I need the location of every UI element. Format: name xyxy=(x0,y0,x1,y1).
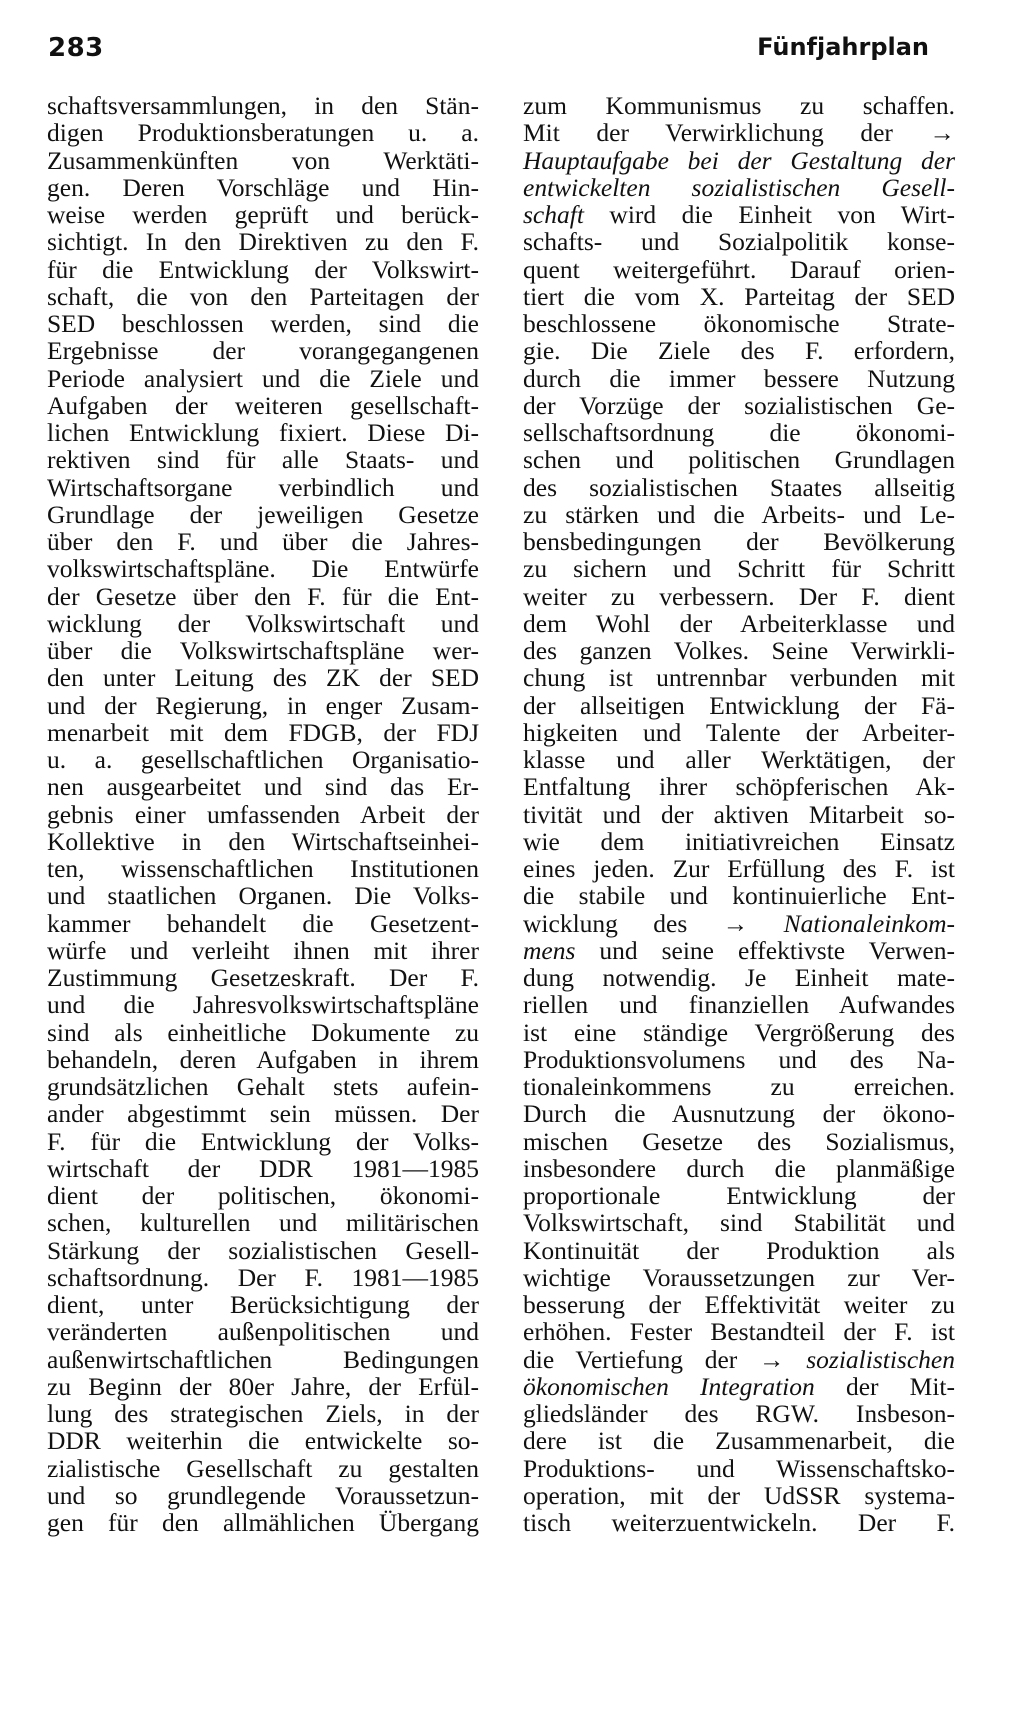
text-line: insbesondere durch die planmäßige xyxy=(523,1153,955,1183)
text-line: zialistische Gesellschaft zu gestalten xyxy=(47,1453,479,1483)
text-line: der Gesetze über den F. für die Ent- xyxy=(47,581,479,611)
text-line: Entfaltung ihrer schöpferischen Ak- xyxy=(523,772,955,802)
text-line: wicklung der Volkswirtschaft und xyxy=(47,608,479,638)
text-line: F. für die Entwicklung der Volks- xyxy=(47,1126,479,1156)
text-line: Kontinuität der Produktion als xyxy=(523,1235,955,1265)
text-line: sichtigt. In den Direktiven zu den F. xyxy=(47,227,479,257)
text-line: des ganzen Volkes. Seine Verwirkli- xyxy=(523,636,955,665)
text-line: Hauptaufgabe bei der Gestaltung der xyxy=(523,145,955,175)
text-line: Ergebnisse der vorangegangenen xyxy=(47,336,479,366)
text-line: klasse und aller Werktätigen, der xyxy=(523,745,955,774)
text-line: gen. Deren Vorschläge und Hin- xyxy=(47,172,479,202)
text-column-left xyxy=(47,92,479,1536)
text-line: eines jeden. Zur Erfüllung des F. ist xyxy=(523,854,955,883)
text-line: Periode analysiert und die Ziele und xyxy=(47,363,479,393)
text-line: Kollektive in den Wirtschaftseinhei- xyxy=(47,826,479,856)
text-line: Durch die Ausnutzung der ökono- xyxy=(523,1099,955,1129)
text-line: Grundlage der jeweiligen Gesetze xyxy=(47,499,479,529)
text-line: dere ist die Zusammenarbeit, die xyxy=(523,1426,955,1456)
text-line: dem Wohl der Arbeiterklasse und xyxy=(523,608,955,638)
text-line: würfe und verleiht ihnen mit ihrer xyxy=(47,935,479,965)
text-line: über den F. und über die Jahres- xyxy=(47,527,479,556)
text-line: digen Produktionsberatungen u. a. xyxy=(47,118,479,148)
text-line: sellschaftsordnung die ökonomi- xyxy=(523,418,955,447)
text-column-right xyxy=(523,92,955,1536)
text-line: dient, unter Berücksichtigung der xyxy=(47,1290,479,1319)
text-line: Produktions- und Wissenschaftsko- xyxy=(523,1453,955,1483)
text-line: die Vertiefung der → sozialistischen xyxy=(523,1344,955,1374)
text-line: riellen und finanziellen Aufwandes xyxy=(523,990,955,1020)
text-line: ökonomischen Integration der Mit- xyxy=(523,1371,955,1401)
text-line: gie. Die Ziele des F. erfordern, xyxy=(523,336,955,366)
text-line: DDR weiterhin die entwickelte so- xyxy=(47,1426,479,1456)
text-line: Produktionsvolumens und des Na- xyxy=(523,1044,955,1074)
text-line: schafts- und Sozialpolitik konse- xyxy=(523,227,955,257)
text-line: SED beschlossen werden, sind die xyxy=(47,309,479,338)
text-line: wicklung des → Nationaleinkom- xyxy=(523,908,955,938)
text-line: schaftsversammlungen, in den Stän- xyxy=(47,91,479,120)
text-line: lichen Entwicklung fixiert. Diese Di- xyxy=(47,418,479,447)
text-line: chung ist untrennbar verbunden mit xyxy=(523,663,955,693)
text-line: der allseitigen Entwicklung der Fä- xyxy=(523,690,955,720)
text-line: veränderten außenpolitischen und xyxy=(47,1317,479,1347)
text-line: volkswirtschaftspläne. Die Entwürfe xyxy=(47,554,479,584)
text-line: Volkswirtschaft, sind Stabilität und xyxy=(523,1208,955,1238)
text-line: lung des strategischen Ziels, in der xyxy=(47,1399,479,1428)
text-line: zu sichern und Schritt für Schritt xyxy=(523,554,955,584)
text-line: mens und seine effektivste Verwen- xyxy=(523,935,955,965)
text-line: Mit der Verwirklichung der → xyxy=(523,118,955,148)
text-line: behandeln, deren Aufgaben in ihrem xyxy=(47,1044,479,1074)
text-line: ten, wissenschaftlichen Institutionen xyxy=(47,854,479,883)
text-line: durch die immer bessere Nutzung xyxy=(523,363,955,393)
text-line: wie dem initiativreichen Einsatz xyxy=(523,826,955,856)
text-line: über die Volkswirtschaftspläne wer- xyxy=(47,636,479,665)
text-line: außenwirtschaftlichen Bedingungen xyxy=(47,1344,479,1374)
text-line: higkeiten und Talente der Arbeiter- xyxy=(523,717,955,747)
text-line: menarbeit mit dem FDGB, der FDJ xyxy=(47,717,479,747)
text-line: des sozialistischen Staates allseitig xyxy=(523,472,955,502)
text-line: ist eine ständige Vergrößerung des xyxy=(523,1017,955,1047)
text-line: grundsätzlichen Gehalt stets aufein- xyxy=(47,1072,479,1101)
text-line: bensbedingungen der Bevölkerung xyxy=(523,527,955,556)
text-line: besserung der Effektivität weiter zu xyxy=(523,1290,955,1319)
text-line: tivität und der aktiven Mitarbeit so- xyxy=(523,799,955,829)
text-line: wirtschaft der DDR 1981—1985 xyxy=(47,1153,479,1183)
text-line: Wirtschaftsorgane verbindlich und xyxy=(47,472,479,502)
text-line: wichtige Voraussetzungen zur Ver- xyxy=(523,1262,955,1292)
text-line: schaft, die von den Parteitagen der xyxy=(47,281,479,311)
text-line: sind als einheitliche Dokumente zu xyxy=(47,1017,479,1047)
text-line: schaft wird die Einheit von Wirt- xyxy=(523,200,955,229)
text-line: nen ausgearbeitet und sind das Er- xyxy=(47,772,479,802)
text-line: mischen Gesetze des Sozialismus, xyxy=(523,1126,955,1156)
text-line: und so grundlegende Voraussetzun- xyxy=(47,1480,479,1510)
text-line: weise werden geprüft und berück- xyxy=(47,200,479,229)
text-line: den unter Leitung des ZK der SED xyxy=(47,663,479,693)
text-line: gen für den allmählichen Übergang xyxy=(47,1508,479,1537)
running-head: Fünfjahrplan xyxy=(757,33,929,61)
text-line: weiter zu verbessern. Der F. dient xyxy=(523,581,955,611)
text-line: zu Beginn der 80er Jahre, der Erfül- xyxy=(47,1371,479,1401)
text-line: proportionale Entwicklung der xyxy=(523,1181,955,1210)
text-line: für die Entwicklung der Volkswirt- xyxy=(47,254,479,284)
text-line: zu stärken und die Arbeits- und Le- xyxy=(523,499,955,529)
text-line: kammer behandelt die Gesetzent- xyxy=(47,908,479,938)
text-line: operation, mit der UdSSR systema- xyxy=(523,1480,955,1510)
text-line: dient der politischen, ökonomi- xyxy=(47,1181,479,1210)
text-line: schen und politischen Grundlagen xyxy=(523,445,955,475)
text-line: tionaleinkommens zu erreichen. xyxy=(523,1072,955,1101)
text-line: Zustimmung Gesetzeskraft. Der F. xyxy=(47,963,479,992)
text-line: tiert die vom X. Parteitag der SED xyxy=(523,281,955,311)
text-line: der Vorzüge der sozialistischen Ge- xyxy=(523,390,955,420)
text-line: schen, kulturellen und militärischen xyxy=(47,1208,479,1238)
text-line: ander abgestimmt sein müssen. Der xyxy=(47,1099,479,1129)
text-line: Stärkung der sozialistischen Gesell- xyxy=(47,1235,479,1265)
text-line: tisch weiterzuentwickeln. Der F. xyxy=(523,1508,955,1537)
text-line: die stabile und kontinuierliche Ent- xyxy=(523,881,955,911)
text-line: gebnis einer umfassenden Arbeit der xyxy=(47,799,479,829)
text-line: u. a. gesellschaftlichen Organisatio- xyxy=(47,745,479,774)
text-line: gliedsländer des RGW. Insbeson- xyxy=(523,1399,955,1428)
text-line: zum Kommunismus zu schaffen. xyxy=(523,91,955,120)
text-line: erhöhen. Fester Bestandteil der F. ist xyxy=(523,1317,955,1347)
text-line: entwickelten sozialistischen Gesell- xyxy=(523,172,955,202)
text-line: quent weitergeführt. Darauf orien- xyxy=(523,254,955,284)
text-line: Zusammenkünften von Werktäti- xyxy=(47,145,479,175)
text-line: schaftsordnung. Der F. 1981—1985 xyxy=(47,1262,479,1292)
text-line: und der Regierung, in enger Zusam- xyxy=(47,690,479,720)
text-line: und staatlichen Organen. Die Volks- xyxy=(47,881,479,911)
text-line: rektiven sind für alle Staats- und xyxy=(47,445,479,475)
page-number: 283 xyxy=(48,33,104,63)
text-line: und die Jahresvolkswirtschaftspläne xyxy=(47,990,479,1020)
text-line: Aufgaben der weiteren gesellschaft- xyxy=(47,390,479,420)
text-line: beschlossene ökonomische Strate- xyxy=(523,309,955,338)
text-line: dung notwendig. Je Einheit mate- xyxy=(523,963,955,992)
